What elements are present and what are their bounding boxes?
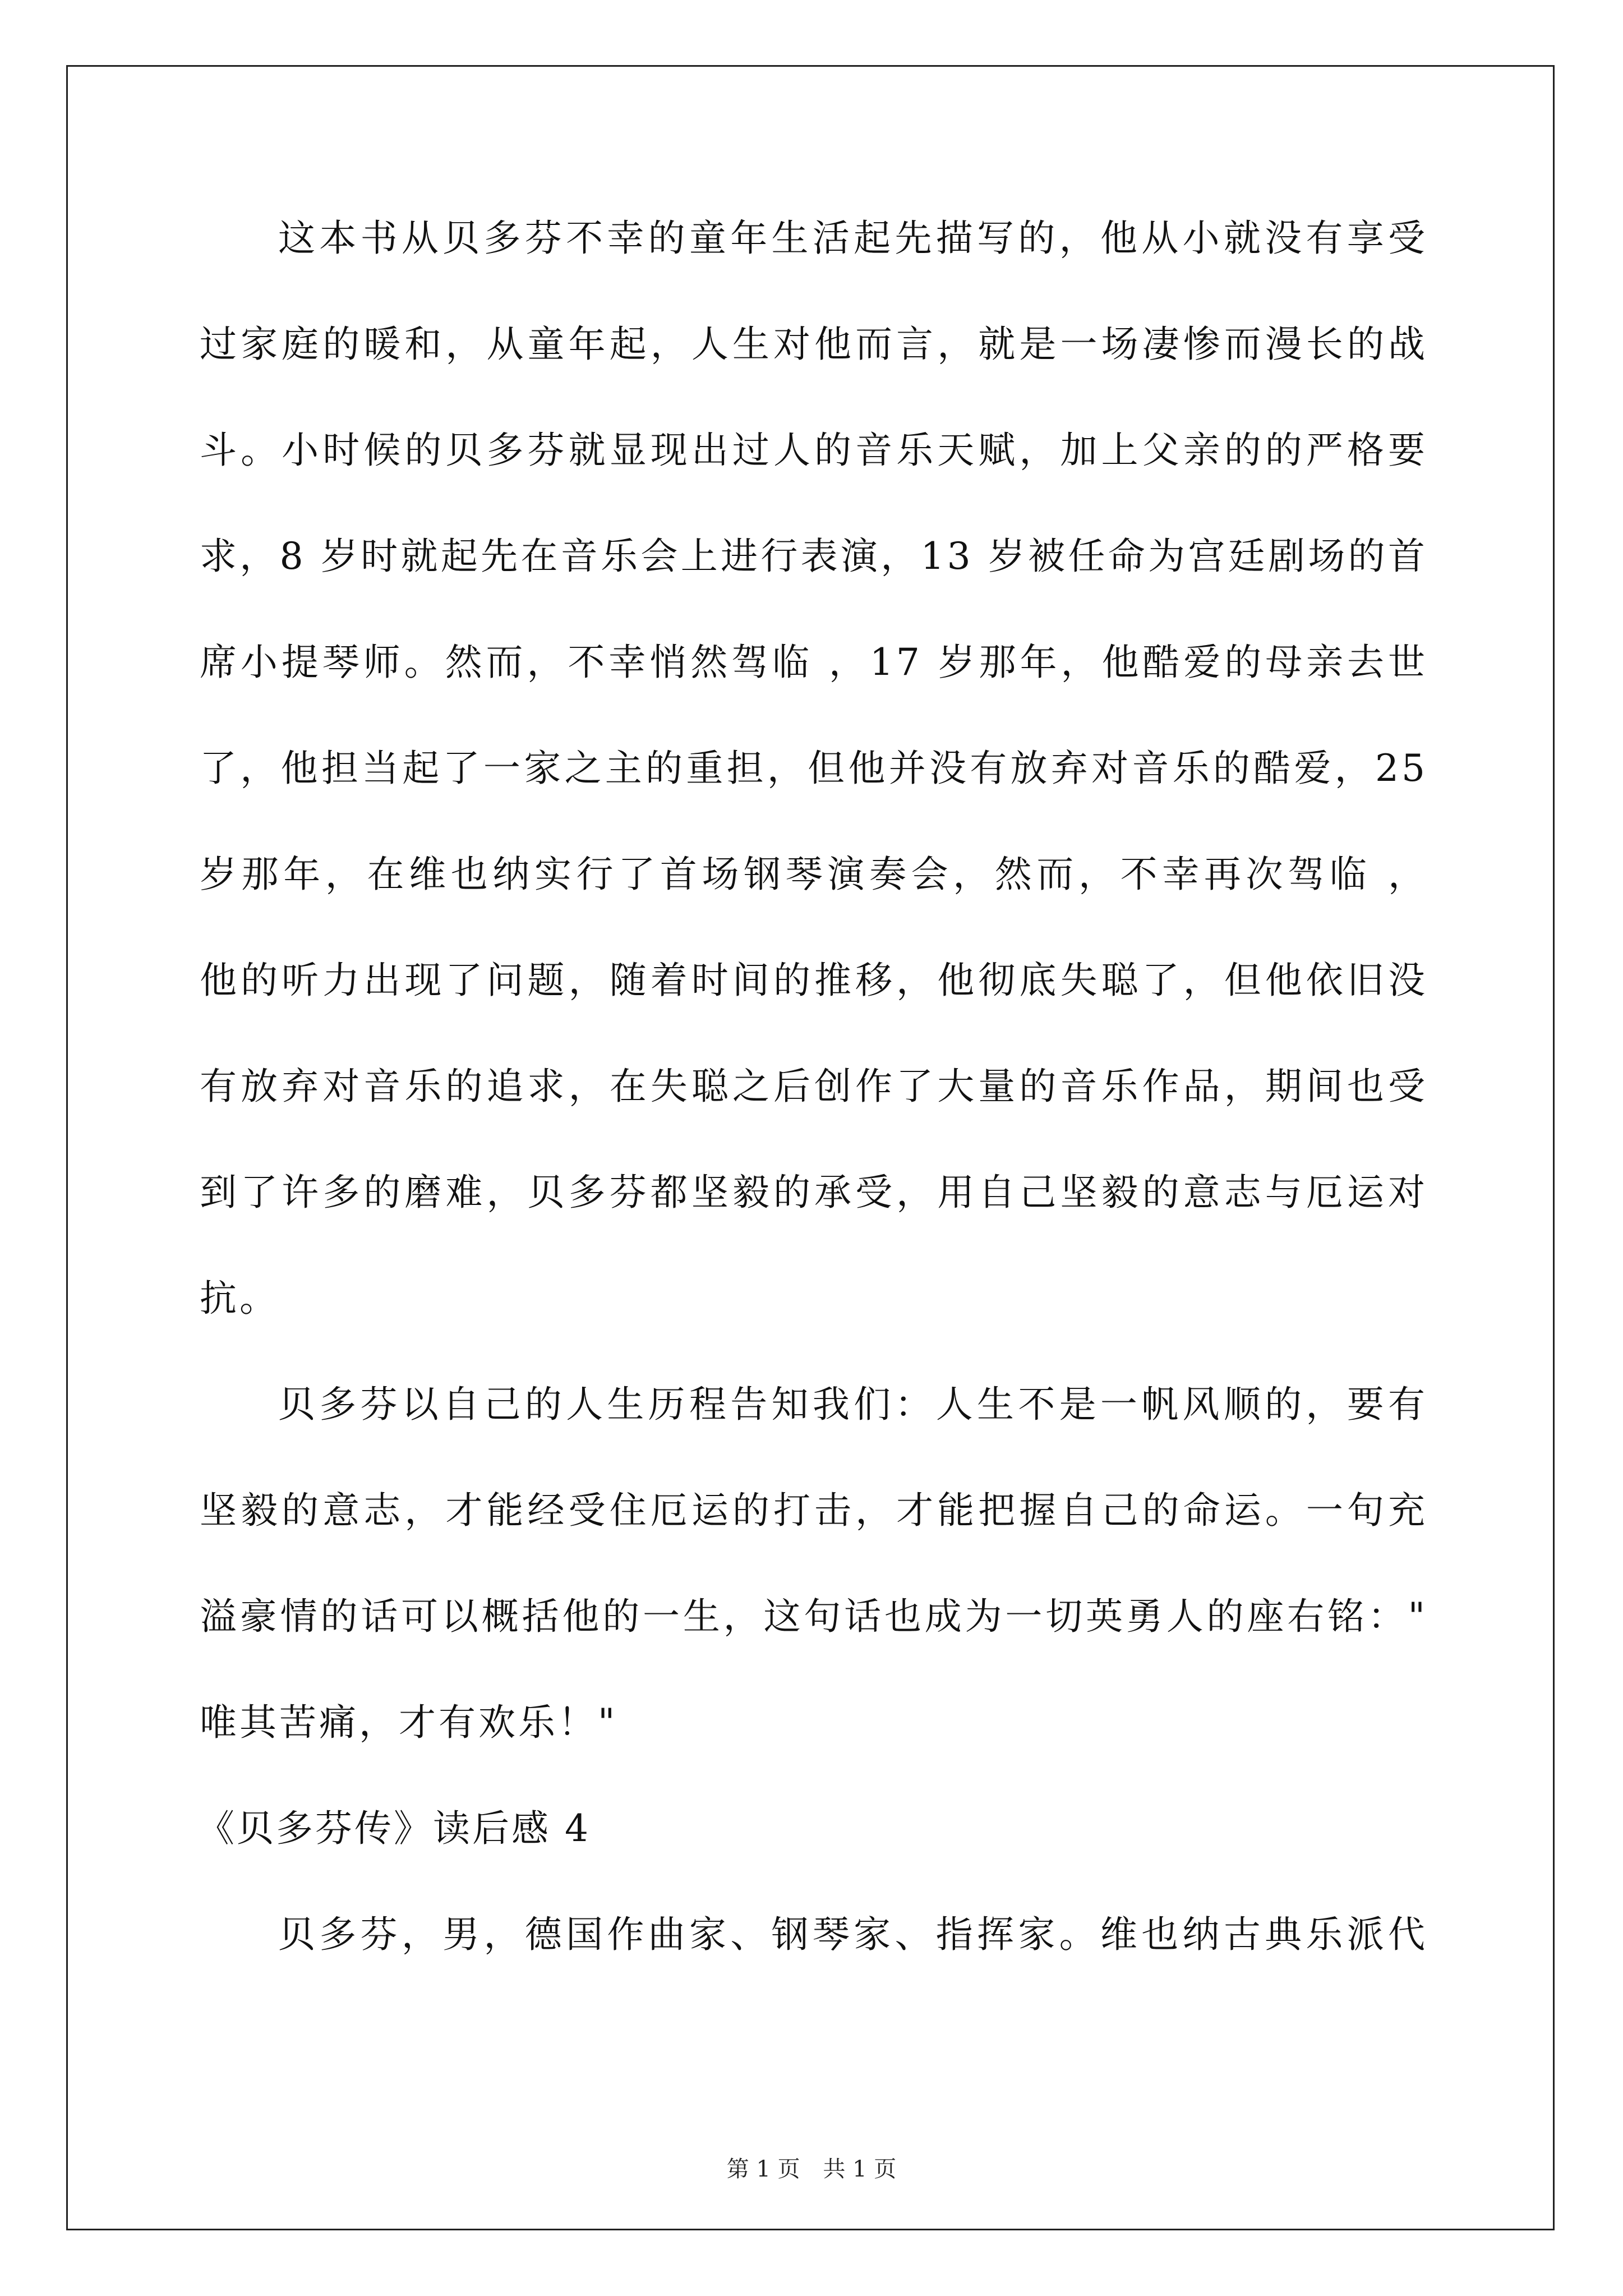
- text-line: 抗。: [200, 1277, 279, 1320]
- text-line: 斗。小时候的贝多芬就显现出过人的音乐天赋，加上父亲的的严格要: [200, 429, 1428, 472]
- page-footer: [0, 2155, 1623, 2183]
- text-line: 求，8 岁时就起先在音乐会上进行表演，13 岁被任命为宫廷剧场的首: [200, 535, 1428, 578]
- document-body: [197, 185, 1428, 1987]
- text-line: 了，他担当起了一家之主的重担，但他并没有放弃对音乐的酷爱，25: [200, 747, 1428, 790]
- text-line: 岁那年，在维也纳实行了首场钢琴演奏会，然而，不幸再次驾临 ，: [200, 853, 1428, 896]
- paragraph-2: [200, 1351, 1428, 1775]
- section-heading: 《贝多芬传》读后感 4: [197, 1807, 591, 1850]
- paragraph-3: [200, 1881, 1428, 1987]
- text-line: 贝多芬以自己的人生历程告知我们：人生不是一帆风顺的，要有: [278, 1383, 1428, 1426]
- text-line: 贝多芬，男，德国作曲家、钢琴家、指挥家。维也纳古典乐派代: [278, 1913, 1428, 1956]
- page-number: 第 1 页: [726, 2156, 800, 2182]
- text-line: 过家庭的暖和，从童年起，人生对他而言，就是一场凄惨而漫长的战: [200, 323, 1428, 366]
- text-line: 有放弃对音乐的追求，在失聪之后创作了大量的音乐作品，期间也受: [200, 1065, 1428, 1108]
- paragraph-1: [200, 185, 1428, 1351]
- text-line: 他的听力出现了问题，随着时间的推移，他彻底失聪了，但他依旧没: [200, 959, 1428, 1002]
- text-line: 这本书从贝多芬不幸的童年生活起先描写的，他从小就没有享受: [278, 217, 1428, 260]
- text-line: 唯其苦痛，才有欢乐！": [200, 1701, 618, 1744]
- text-line: 席小提琴师。然而，不幸悄然驾临 ，17 岁那年，他酷爱的母亲去世: [200, 641, 1428, 684]
- text-line: 到了许多的磨难，贝多芬都坚毅的承受，用自己坚毅的意志与厄运对: [200, 1171, 1428, 1214]
- page-total: 共 1 页: [823, 2156, 897, 2182]
- text-line: 坚毅的意志，才能经受住厄运的打击，才能把握自己的命运。一句充: [200, 1489, 1428, 1532]
- text-line: 溢豪情的话可以概括他的一生，这句话也成为一切英勇人的座右铭：": [200, 1595, 1428, 1638]
